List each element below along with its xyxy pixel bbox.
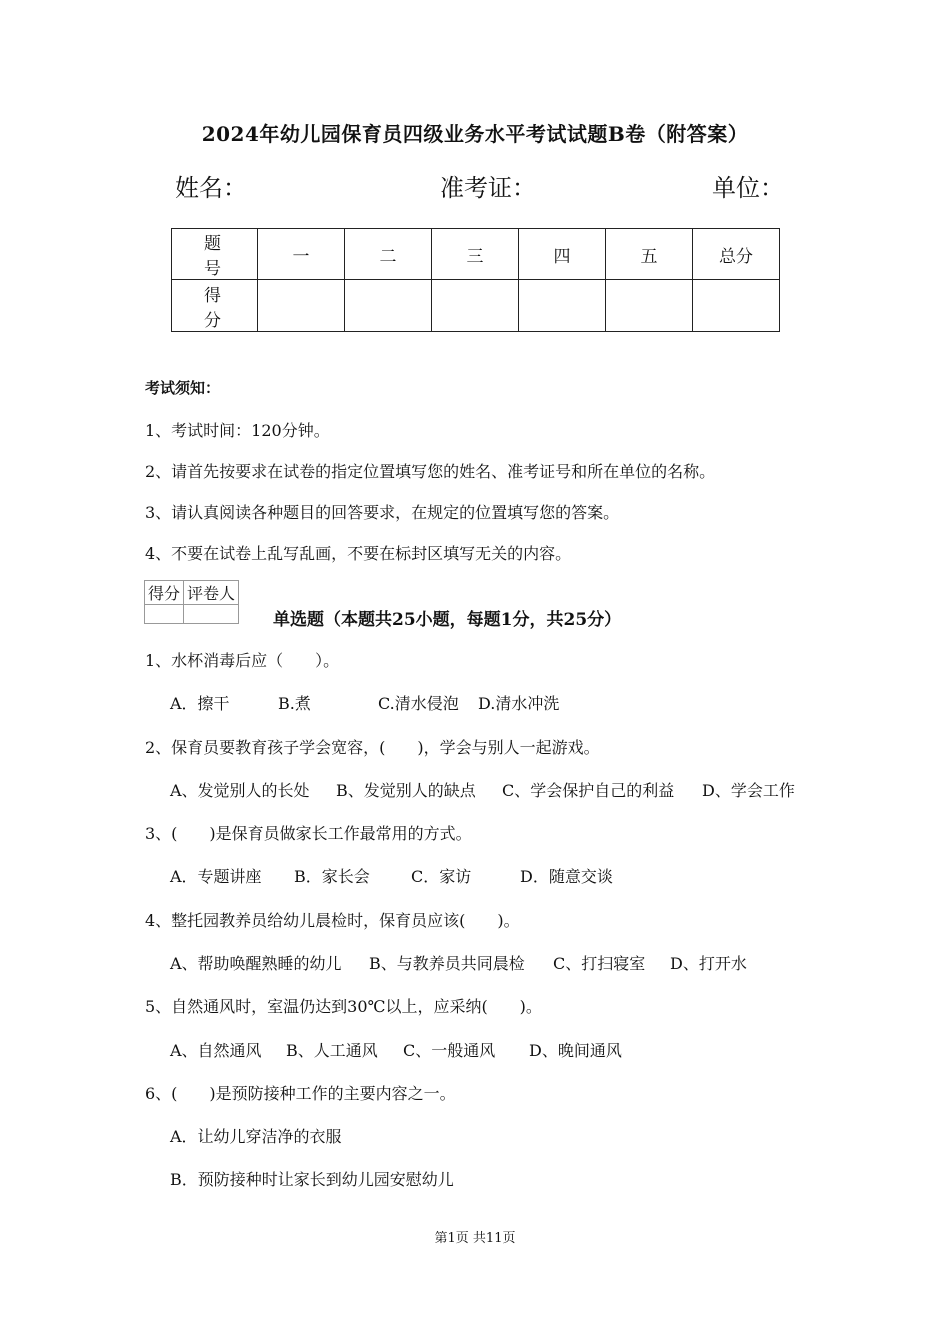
score-row-label: 得 分 <box>172 280 258 332</box>
option: B、与教养员共同晨检 <box>369 954 525 973</box>
notice-heading: 考试须知： <box>145 379 221 397</box>
score-header-cell: 四 <box>519 229 606 280</box>
notice-item: 4、不要在试卷上乱写乱画，不要在标封区填写无关的内容。 <box>145 544 572 563</box>
score-header-cell: 题 号 <box>172 229 258 280</box>
grader-score-label: 得分 <box>145 581 184 605</box>
option: D、晚间通风 <box>529 1041 622 1060</box>
score-header-cell: 五 <box>606 229 693 280</box>
question-options <box>170 864 613 887</box>
notice-item: 1、考试时间：120分钟。 <box>145 421 330 440</box>
score-table <box>171 228 780 332</box>
notice-item: 3、请认真阅读各种题目的回答要求，在规定的位置填写您的答案。 <box>145 503 620 522</box>
question-stem: 1、水杯消毒后应（ ）。 <box>145 651 340 670</box>
question-option: B．预防接种时让家长到幼儿园安慰幼儿 <box>170 1170 454 1189</box>
score-table-score-row <box>172 280 780 332</box>
score-table-header-row <box>172 229 780 280</box>
option: B．家长会 <box>294 867 370 886</box>
section-heading: 单选题（本题共25小题，每题1分，共25分） <box>273 610 622 630</box>
option: A、帮助唤醒熟睡的幼儿 <box>170 954 342 973</box>
question-options <box>170 951 747 974</box>
question-options <box>170 691 559 714</box>
option: D.清水冲洗 <box>478 694 560 713</box>
score-cell <box>519 280 606 332</box>
score-header-cell: 总分 <box>693 229 780 280</box>
option: D、打开水 <box>670 954 747 973</box>
score-header-cell: 一 <box>258 229 345 280</box>
page-footer: 第1页 共11页 <box>434 1231 516 1246</box>
option: B.煮 <box>278 694 311 713</box>
score-cell <box>432 280 519 332</box>
question-stem: 6、( )是预防接种工作的主要内容之一。 <box>145 1084 456 1103</box>
question-stem: 5、自然通风时，室温仍达到30℃以上，应采纳( )。 <box>145 997 542 1016</box>
option: A、发觉别人的长处 <box>170 781 310 800</box>
option: C．家访 <box>411 867 472 886</box>
grader-box <box>144 580 239 624</box>
option: A．擦干 <box>170 694 230 713</box>
score-cell <box>606 280 693 332</box>
option: B、发觉别人的缺点 <box>336 781 476 800</box>
score-cell <box>345 280 432 332</box>
question-option: A．让幼儿穿洁净的衣服 <box>170 1127 342 1146</box>
page-title: 2024年幼儿园保育员四级业务水平考试试题B卷（附答案） <box>201 122 749 146</box>
grader-name-cell <box>184 605 239 624</box>
option: B、人工通风 <box>286 1041 378 1060</box>
question-stem: 2、保育员要教育孩子学会宽容，( )，学会与别人一起游戏。 <box>145 738 600 757</box>
score-cell <box>693 280 780 332</box>
option: C、打扫寝室 <box>553 954 646 973</box>
option: A．专题讲座 <box>170 867 262 886</box>
exam-number-label: 准考证： <box>440 174 536 202</box>
option: C、学会保护自己的利益 <box>502 781 675 800</box>
unit-label: 单位： <box>712 174 784 202</box>
option: D．随意交谈 <box>520 867 613 886</box>
score-header-cell: 三 <box>432 229 519 280</box>
option: D、学会工作 <box>702 781 795 800</box>
grader-name-label: 评卷人 <box>184 581 239 605</box>
option: C、一般通风 <box>403 1041 496 1060</box>
option: C.清水侵泡 <box>378 694 459 713</box>
question-stem: 4、整托园教养员给幼儿晨检时，保育员应该( )。 <box>145 911 520 930</box>
grader-score-cell <box>145 605 184 624</box>
question-options <box>170 778 795 801</box>
question-options <box>170 1038 622 1061</box>
option: A、自然通风 <box>170 1041 262 1060</box>
notice-item: 2、请首先按要求在试卷的指定位置填写您的姓名、准考证号和所在单位的名称。 <box>145 462 716 481</box>
name-label: 姓名： <box>175 174 247 202</box>
question-stem: 3、( )是保育员做家长工作最常用的方式。 <box>145 824 472 843</box>
score-header-cell: 二 <box>345 229 432 280</box>
